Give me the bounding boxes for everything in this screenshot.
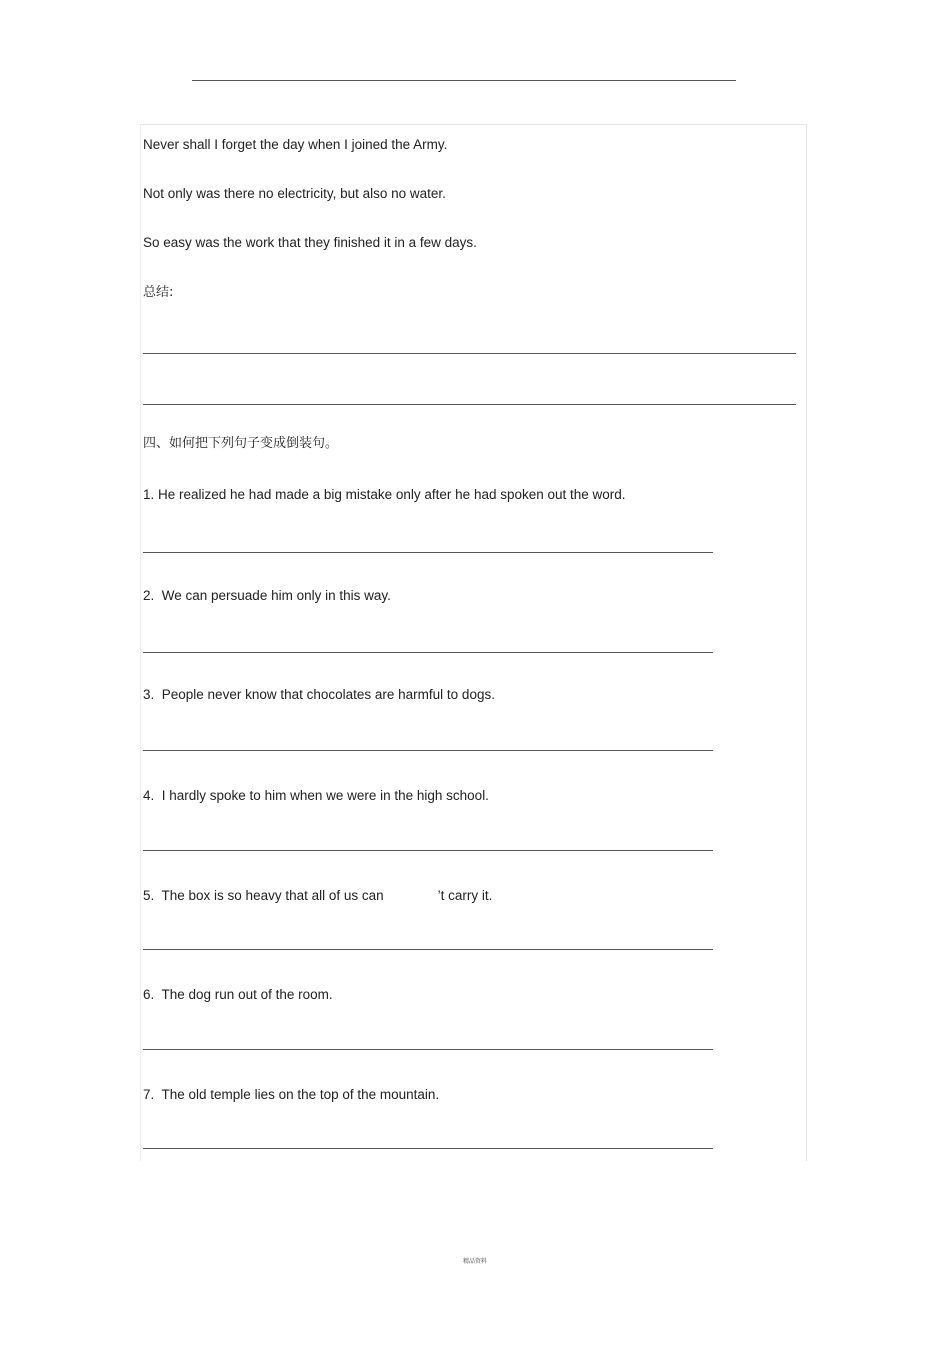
exercise-6: 6. The dog run out of the room. xyxy=(143,987,333,1002)
answer-line-3 xyxy=(143,750,713,751)
answer-line-1 xyxy=(143,552,713,553)
exercise-7: 7. The old temple lies on the top of the mountain. xyxy=(143,1087,440,1102)
summary-label: 总结: xyxy=(143,285,174,300)
exercise-1: 1. He realized he had made a big mistake only after he had spoken out the word. xyxy=(143,487,626,502)
exercise-4: 4. I hardly spoke to him when we were in the high school. xyxy=(143,788,489,803)
summary-answer-line-1 xyxy=(143,353,796,354)
header-rule xyxy=(192,80,736,81)
exercise-2: 2. We can persuade him only in this way. xyxy=(143,588,391,603)
section-heading: 四、如何把下列句子变成倒装句。 xyxy=(143,436,339,451)
exercise-5-before: 5. The box is so heavy that all of us can xyxy=(143,888,384,903)
exercise-3: 3. People never know that chocolates are harmful to dogs. xyxy=(143,687,495,702)
answer-line-5 xyxy=(143,949,713,950)
example-sentence-1: Never shall I forget the day when I joined the Army. xyxy=(143,137,448,152)
content-frame xyxy=(140,124,807,1161)
example-sentence-3: So easy was the work that they finished it in a few days. xyxy=(143,235,477,250)
exercise-5-after: ’t carry it. xyxy=(437,888,493,903)
answer-line-4 xyxy=(143,850,713,851)
summary-answer-line-2 xyxy=(143,404,796,405)
exercise-5 xyxy=(143,888,492,904)
page-footer: 精品资料 xyxy=(462,1258,487,1265)
example-sentence-2: Not only was there no electricity, but also no water. xyxy=(143,186,446,201)
answer-line-6 xyxy=(143,1049,713,1050)
answer-line-2 xyxy=(143,652,713,653)
answer-line-7 xyxy=(143,1148,713,1149)
